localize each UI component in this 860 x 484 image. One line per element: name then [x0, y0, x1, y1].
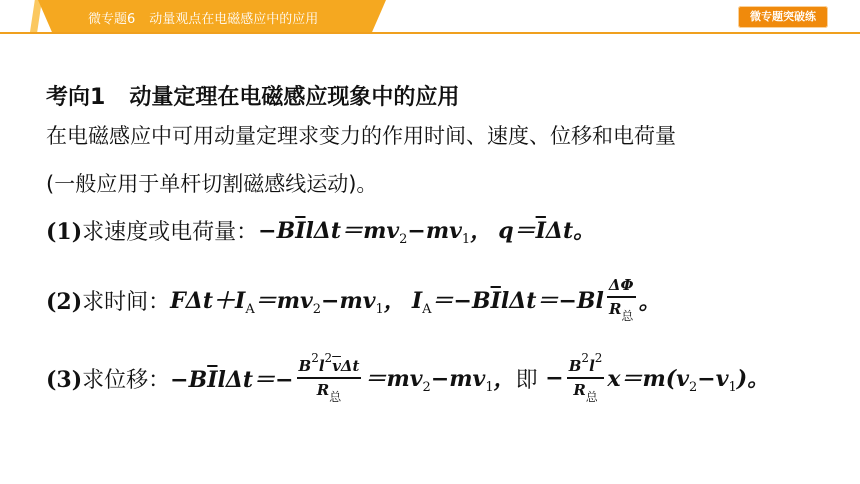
section-label: 考向1: [46, 85, 106, 110]
fraction-b2l2vdt-over-r: $\frac{B^2l^2\overline{v}\Delta t}{R_总}$: [298, 351, 360, 404]
fraction-b2l2-over-r: $\frac{B^2l^2}{R_总}$: [568, 351, 603, 404]
item-3-label: (3)求位移：: [46, 366, 171, 393]
item-1-label: (1)求速度或电荷量：: [46, 218, 259, 245]
lesson-title: 动量观点在电磁感应中的应用: [149, 12, 319, 27]
fraction-dphi-over-r: $\frac{\Delta\Phi}{R_总}$: [608, 276, 634, 323]
intro-line-1: 在电磁感应中可用动量定理求变力的作用时间、速度、位移和电荷量: [46, 124, 676, 148]
ji-label: 即: [515, 367, 538, 393]
formula-velocity-charge: [46, 210, 595, 250]
header-underline: [0, 32, 860, 34]
section-heading: [46, 80, 459, 111]
formula-3-expression-b: $=mv_2-mv_1$，: [364, 365, 516, 395]
section-title: 动量定理在电磁感应现象中的应用: [129, 85, 460, 110]
formula-2-expression: $F\Delta t+I_A=mv_2-mv_1$， $I_A=-B\overline{I}l\Delta t=-Bl$: [170, 287, 604, 317]
formula-time: (2)求时间： $F\Delta t+I_A=mv_2-mv_1$， $I_A=-B\overline{I}l\Delta t=-Bl$ $\frac{\Delta\Phi}{R_总}$ 。: [46, 276, 661, 323]
practice-badge-button[interactable]: 微专题突破练: [738, 6, 828, 28]
formula-3-expression-c: $x=m(v_2-v_1)$。: [607, 365, 770, 395]
formula-3-expression-a: $-B\overline{I}l\Delta t=-$: [170, 366, 294, 393]
formula-displacement: (3)求位移： $-B\overline{I}l\Delta t=-$ $\frac{B^2l^2\overline{v}\Delta t}{R_总}$ $=mv_2-mv_1$， 即 − $\frac{B^2l^2}{R_总}$ $x=m(v_2-v_1)$。: [46, 351, 770, 404]
header-bar: [0, 0, 860, 36]
formula-1-expression: $-B\overline{I}l\Delta t=mv_2-mv_1$， $q=\overline{I}\Delta t$。: [258, 217, 596, 247]
header-title: [88, 8, 318, 27]
lesson-number: 微专题6: [88, 12, 136, 27]
item-2-label: (2)求时间：: [46, 288, 171, 315]
intro-line-2: (一般应用于单杆切割磁感线运动)。: [46, 172, 378, 196]
